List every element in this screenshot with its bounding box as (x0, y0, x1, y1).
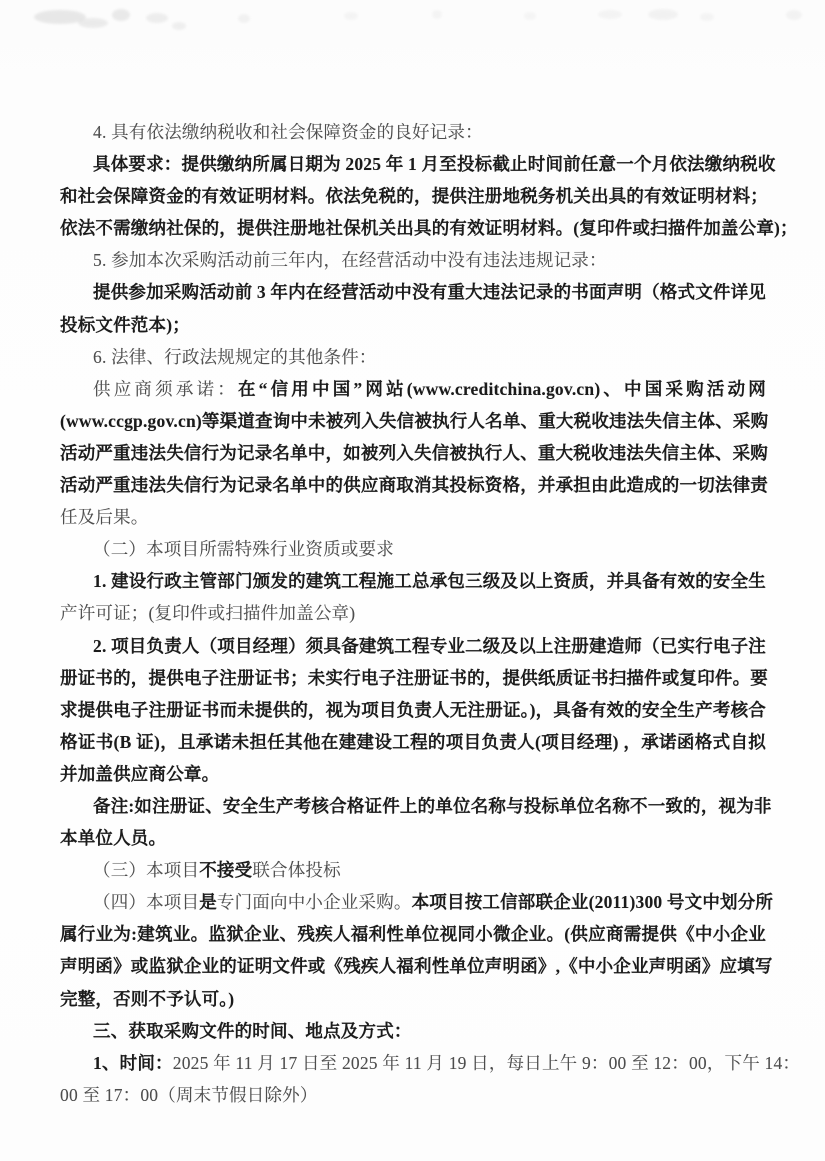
text-line (60, 630, 766, 662)
text-line (60, 822, 766, 854)
text-line (60, 244, 766, 276)
text-segment: 供应商须承诺： (93, 378, 238, 399)
text-segment: 任及后果。 (60, 507, 149, 528)
text-segment: （四）本项目 (93, 892, 200, 913)
text-line (60, 341, 766, 373)
text-line (60, 180, 766, 212)
text-segment: 5. 参加本次采购活动前三年内，在经营活动中没有违法违规记录： (93, 250, 607, 271)
scan-smudge (172, 22, 186, 30)
scan-smudge (344, 12, 358, 20)
scan-smudge (112, 9, 130, 21)
bold-text-segment: 具体要求：提供缴纳所属日期为 2025 年 1 月至投标截止时间前任意一个月依法缴纳税收 (93, 154, 776, 175)
bold-text-segment: 2. 项目负责人（项目经理）须具备建筑工程专业二级及以上注册建造师（已实行电子注 (93, 635, 766, 656)
bold-text-segment: 活动严重违法失信行为记录名单中的供应商取消其投标资格，并承担由此造成的一切法律责 (60, 475, 768, 496)
text-line (60, 886, 774, 918)
bold-text-segment: 备注:如注册证、安全生产考核合格证件上的单位名称与投标单位名称不一致的，视为非 (93, 795, 772, 816)
text-line (60, 565, 766, 597)
scan-smudge (238, 14, 250, 23)
bold-text-segment: 1、时间： (93, 1052, 173, 1073)
text-segment: 联合体投标 (252, 860, 341, 881)
scan-smudge (432, 10, 442, 19)
text-line (60, 501, 766, 533)
text-line (60, 276, 766, 308)
text-line (60, 597, 766, 629)
scan-smudge (786, 10, 802, 20)
scan-smudge (648, 9, 678, 20)
text-line (60, 790, 772, 822)
bold-text-segment: 和社会保障资金的有效证明材料。依法免税的，提供注册地税务机关出具的有效证明材料； (60, 186, 768, 207)
scan-smudge (700, 13, 714, 21)
bold-text-segment: 是 (199, 892, 217, 913)
text-line (60, 758, 766, 790)
bold-text-segment: 完整，否则不予认可。) (60, 988, 235, 1009)
text-segment: 专门面向中小企业采购。 (216, 892, 412, 913)
text-line (60, 918, 766, 950)
scan-smudge (598, 10, 622, 19)
text-line (60, 983, 766, 1015)
bold-text-segment: 提供参加采购活动前 3 年内在经营活动中没有重大违法记录的书面声明（格式文件详见 (93, 282, 766, 303)
text-line (60, 694, 766, 726)
bold-text-segment: 本项目按工信部联企业(2011)300 号文中划分所 (411, 892, 774, 913)
text-line (60, 116, 766, 148)
scan-smudge (146, 13, 168, 23)
bold-text-segment: 不接受 (199, 860, 253, 881)
bold-text-segment: 活动严重违法失信行为记录名单中，如被列入失信被执行人、重大税收违法失信主体、采购 (60, 442, 768, 463)
bold-text-segment: 在“信用中国”网站(www.creditchina.gov.cn)、中国采购活动网 (237, 378, 766, 399)
text-line (60, 469, 766, 501)
scan-smudge (524, 12, 536, 20)
text-line (60, 662, 766, 694)
scan-smudge (78, 18, 108, 28)
text-line (60, 533, 766, 565)
bold-text-segment: 本单位人员。 (60, 828, 167, 849)
text-line (60, 437, 766, 469)
text-segment: 产许可证；(复印件或扫描件加盖公章) (60, 603, 356, 624)
text-segment: （二）本项目所需特殊行业资质或要求 (93, 539, 394, 560)
text-segment: 4. 具有依法缴纳税收和社会保障资金的良好记录： (93, 122, 483, 142)
bold-text-segment: 声明函》或监狱企业的证明文件或《残疾人福利性单位声明函》,《中小企业声明函》应填写 (60, 956, 773, 977)
text-line (60, 726, 766, 758)
bold-text-segment: 并加盖供应商公章。 (60, 763, 220, 784)
text-segment: （三）本项目 (93, 860, 200, 881)
text-line (60, 212, 798, 244)
bold-text-segment: 格证书(B 证)，且承诺未担任其他在建建设工程的项目负责人(项目经理) ，承诺函格式自拟 (60, 731, 766, 752)
document-body (60, 116, 801, 1111)
bold-text-segment: 投标文件范本)； (60, 314, 190, 335)
bold-text-segment: 依法不需缴纳社保的，提供注册地社保机关出具的有效证明材料。(复印件或扫描件加盖公章)； (60, 218, 798, 239)
text-segment: 00 至 17：00（周末节假日除外） (60, 1084, 318, 1105)
text-line (60, 854, 766, 886)
bold-text-segment: 1. 建设行政主管部门颁发的建筑工程施工总承包三级及以上资质，并具备有效的安全生 (93, 571, 766, 592)
text-line (60, 148, 776, 180)
text-line (60, 373, 766, 405)
bold-text-segment: 属行业为:建筑业。监狱企业、残疾人福利性单位视同小微企业。(供应商需提供《中小企业 (60, 924, 766, 945)
bold-text-segment: (www.ccgp.gov.cn)等渠道查询中未被列入失信被执行人名单、重大税收违法失信主体、采购 (60, 410, 769, 431)
bold-text-segment: 求提供电子注册证书而未提供的，视为项目负责人无注册证。)，具备有效的安全生产考核合 (60, 699, 766, 720)
text-line (60, 1047, 801, 1079)
bold-text-segment: 三、获取采购文件的时间、地点及方式： (93, 1020, 412, 1041)
text-segment: 6. 法律、行政法规规定的其他条件： (93, 346, 377, 367)
text-line (60, 309, 766, 341)
text-line (60, 405, 769, 437)
text-line (60, 1015, 766, 1047)
bold-text-segment: 册证书的，提供电子注册证书；未实行电子注册证书的，提供纸质证书扫描件或复印件。要 (60, 667, 768, 688)
text-segment: 2025 年 11 月 17 日至 2025 年 11 月 19 日，每日上午 9：00 至 12：00，下午 14： (172, 1052, 801, 1073)
text-line (60, 950, 773, 982)
text-line (60, 1079, 766, 1111)
